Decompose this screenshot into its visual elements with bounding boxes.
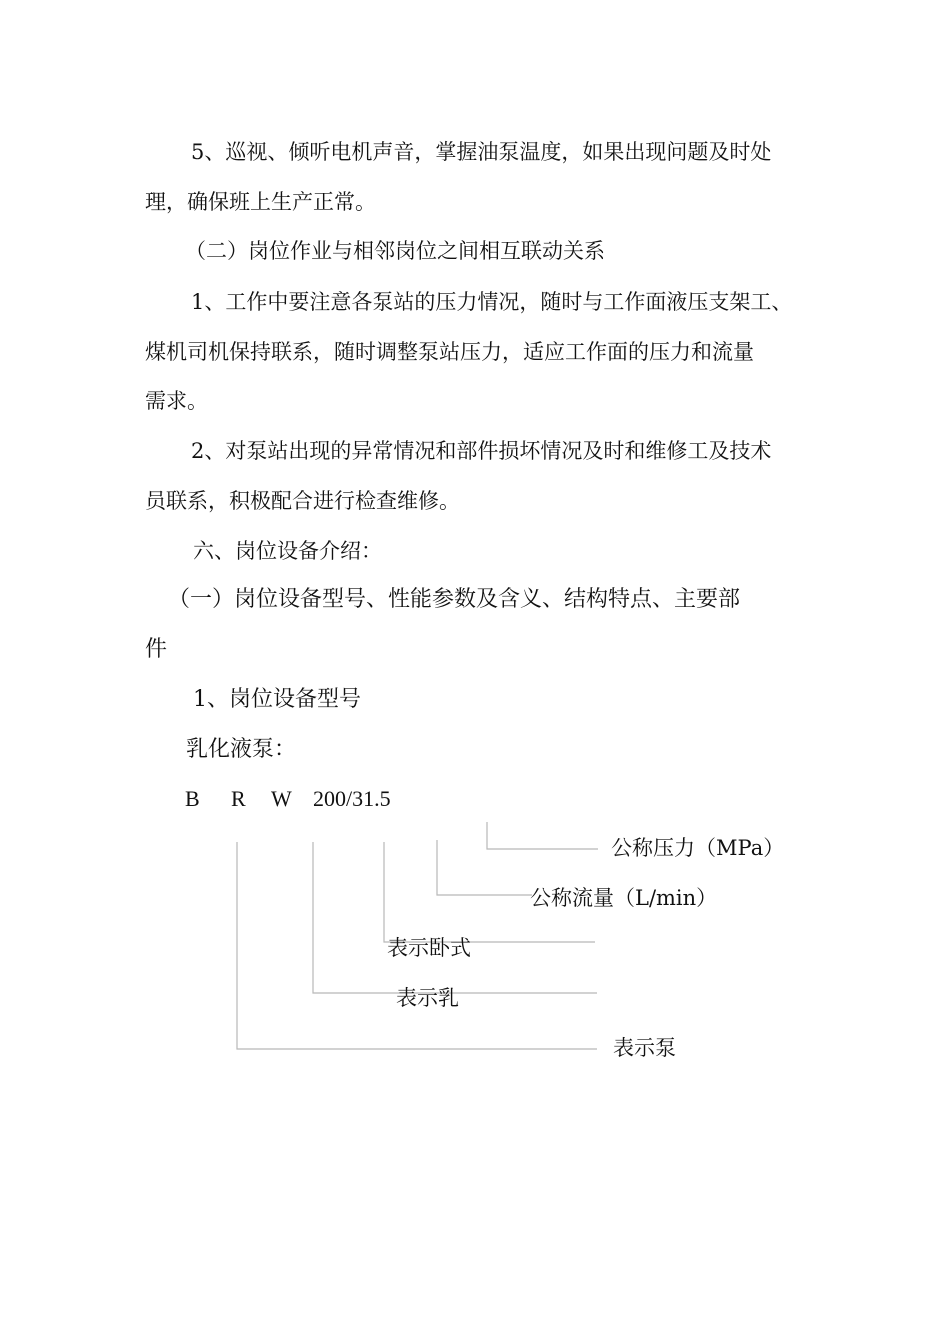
pump-label: 乳化液泵： (186, 737, 297, 762)
flow-connector-line (437, 840, 532, 895)
para-1-line-2: 理，确保班上生产正常。 (145, 190, 376, 214)
para-1-line-1: 5、巡视、倾听电机声音，掌握油泵温度，如果出现问题及时处 (191, 140, 772, 164)
section-heading-6: 六、岗位设备介绍： (193, 539, 382, 563)
section-heading-2: （二）岗位作业与相邻岗位之间相互联动关系 (185, 239, 605, 263)
para-2-line-3: 需求。 (145, 389, 208, 413)
pressure-connector-line (487, 822, 598, 849)
para-3-line-2: 员联系，积极配合进行检查维修。 (145, 489, 460, 513)
subsection-heading-line-2: 件 (145, 637, 168, 662)
item-1-heading: 1、岗位设备型号 (193, 687, 361, 712)
model-numbers: 200/31.5 (313, 786, 391, 811)
label-pump: 表示泵 (613, 1036, 676, 1060)
para-3-line-1: 2、对泵站出现的异常情况和部件损坏情况及时和维修工及技术 (191, 439, 772, 463)
emulsion-connector-line (313, 842, 597, 993)
model-letter-b: B (185, 786, 200, 811)
model-letter-r: R (231, 786, 246, 811)
label-horizontal-type: 表示卧式 (387, 936, 471, 960)
label-emulsion: 表示乳 (396, 986, 459, 1010)
subsection-heading-line-1: （一）岗位设备型号、性能参数及含义、结构特点、主要部 (168, 587, 741, 612)
label-nominal-flow: 公称流量（L/min） (530, 886, 718, 910)
model-letter-w: W (271, 786, 292, 811)
para-2-line-2: 煤机司机保持联系，随时调整泵站压力，适应工作面的压力和流量 (145, 340, 754, 364)
label-nominal-pressure: 公称压力（MPa） (611, 836, 785, 860)
para-2-line-1: 1、工作中要注意各泵站的压力情况，随时与工作面液压支架工、 (191, 290, 793, 314)
